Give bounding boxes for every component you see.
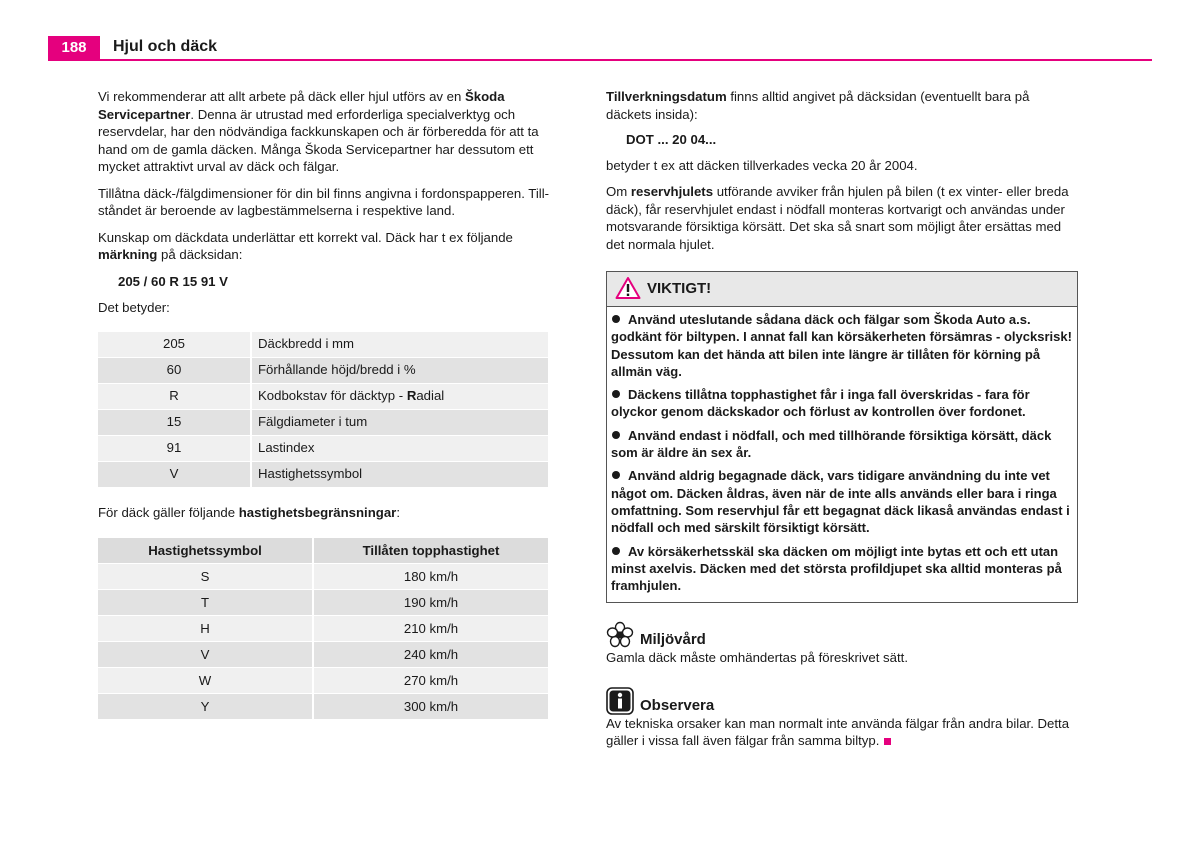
bullet-icon	[612, 547, 620, 555]
warning-box	[606, 271, 1078, 603]
speed-table	[98, 538, 548, 720]
bullet-icon	[612, 390, 620, 398]
table-row: W 270 km/h	[98, 668, 548, 694]
table-row: V 240 km/h	[98, 642, 548, 668]
table-row: S 180 km/h	[98, 564, 548, 590]
table-header-row: Hastighetssymbol Tillåten topphastighet	[98, 538, 548, 564]
bullet-icon	[612, 315, 620, 323]
intro-paragraph: Vi rekommenderar att allt arbete på däck eller hjul utförs av en Škoda Servicepartner. Denna är utrustad med erforderliga specialverktyg och reservdelar, har den nödvändiga fackkunskapen och är förberedda för att ta hand om de gamla däcken. Många Škoda Servicepartner har dessutom ett mycket attraktivt urval av däck och fälgar.	[98, 89, 539, 174]
environment-section	[606, 621, 1078, 667]
bullet-icon	[612, 471, 620, 479]
table-row: H 210 km/h	[98, 616, 548, 642]
warning-item: Av körsäkerhetsskäl ska däcken om möjligt inte bytas ett och ett utan minst axelvis. Däcken med det största profildjupet ska alltid monteras på framhjulen.	[611, 543, 1062, 594]
means-label: Det betyder:	[98, 300, 170, 315]
warning-body	[607, 307, 1077, 602]
warning-item: Däckens tillåtna topphastighet får i inga fall överskridas - fara för olyckor genom däckskador och förlust av kontrollen över fordonet.	[611, 387, 1030, 420]
table-row: R Kodbokstav för däcktyp - Radial	[98, 383, 548, 409]
spare-wheel-paragraph: Om reservhjulets utförande avviker från hjulen på bilen (t ex vinter- eller breda däck), får reservhjulet endast i nödfall monteras kortvarigt och användas under motsvarande försiktiga körsätt. Det ska så snart som möjligt åter ersättas med det normala hjulet.	[606, 184, 1069, 252]
warning-triangle-icon	[615, 276, 641, 305]
end-square-icon	[884, 738, 891, 745]
chapter-title: Hjul och däck	[113, 38, 218, 55]
bullet-icon	[612, 431, 620, 439]
warning-item: Använd uteslutande sådana däck och fälgar som Škoda Auto a.s. godkänt för biltypen. I annat fall kan körsäkerheten försämras - olycksrisk! Dessutom kan det hända att bilen inte längre är tillåten för körning på allmän väg.	[611, 312, 1072, 379]
tire-code: 205 / 60 R 15 91 V	[118, 273, 228, 289]
warning-item: Använd aldrig begagnade däck, vars tidigare användning du inte vet något om. Däcken åldras, även när de inte alls används eller bara i ringa omfattning. Som reservhjul får ett begagnat däck likaså användas endast i nödfall och med särskilt försiktigt körsätt.	[611, 468, 1070, 536]
right-column	[606, 88, 1078, 759]
table-row: 205 Däckbredd i mm	[98, 332, 548, 358]
dot-code: DOT ... 20 04...	[626, 132, 717, 147]
page-number: 188	[48, 36, 100, 60]
marking-table	[98, 332, 548, 488]
table-row: 60 Förhållande höjd/bredd i %	[98, 357, 548, 383]
info-icon	[606, 687, 634, 720]
header-rule	[48, 59, 1152, 61]
warning-title: VIKTIGT!	[647, 280, 712, 297]
left-column	[98, 88, 550, 720]
table-row: 91 Lastindex	[98, 435, 548, 461]
table-row: Y 300 km/h	[98, 694, 548, 720]
marking-paragraph: Kunskap om däckdata underlättar ett korrekt val. Däck har t ex följande märkning på däcksidan:	[98, 229, 513, 262]
warning-item: Använd endast i nödfall, och med tillhörande försiktiga körsätt, däck som är äldre än sex år.	[611, 427, 1052, 461]
warning-header	[607, 272, 1077, 307]
environment-title: Miljövård	[640, 631, 706, 649]
table-row: V Hastighetssymbol	[98, 461, 548, 487]
speed-paragraph: För däck gäller följande hastighetsbegränsningar:	[98, 504, 400, 520]
environment-text: Gamla däck måste omhändertas på föreskrivet sätt.	[606, 650, 908, 666]
note-section	[606, 687, 1078, 750]
manufacture-paragraph: Tillverkningsdatum finns alltid angivet på däcksidan (eventuellt bara på däckets insida):	[606, 89, 1030, 122]
dimensions-paragraph: Tillåtna däck-/fälgdimensioner för din bil finns angivna i fordonspapperen. Tillståndet är beroende av lagbestämmelserna i respektive land.	[98, 185, 550, 218]
flower-icon	[606, 621, 634, 654]
dot-meaning: betyder t ex att däcken tillverkades vecka 20 år 2004.	[606, 157, 918, 173]
note-text: Av tekniska orsaker kan man normalt inte använda fälgar från andra bilar. Detta gäller i vissa fall även fälgar från samma biltyp.	[606, 715, 1070, 749]
table-row: 15 Fälgdiameter i tum	[98, 409, 548, 435]
note-title: Observera	[640, 696, 715, 714]
table-row: T 190 km/h	[98, 590, 548, 616]
